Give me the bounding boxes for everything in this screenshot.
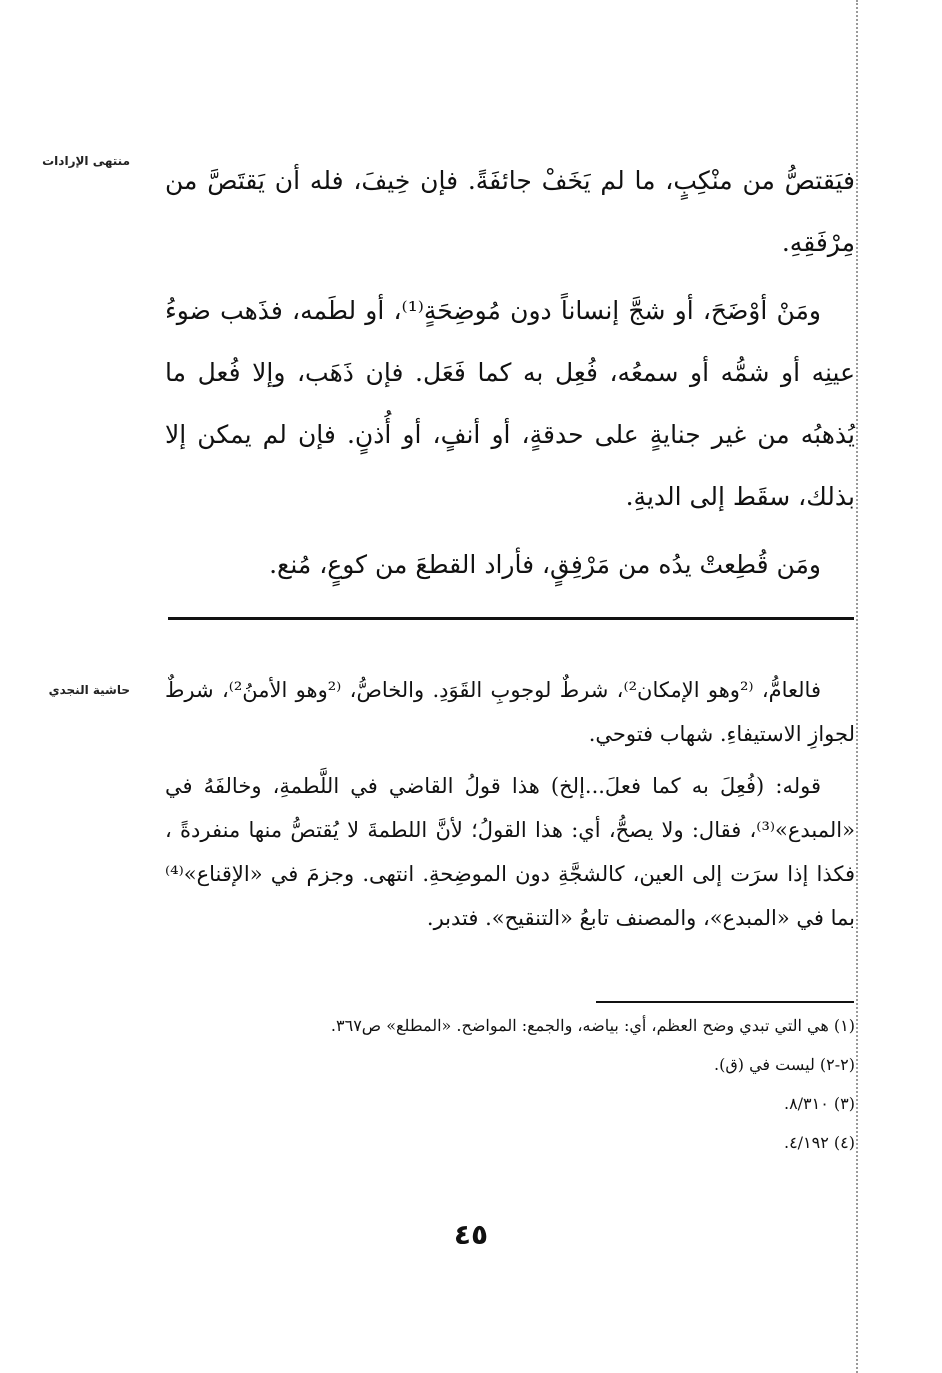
footnote-1: (١) هي التي تبدي وضح العظم، أي: بياضه، والجمع: المواضح. «المطلع» ص٣٦٧. xyxy=(330,1016,855,1035)
binding-edge-line xyxy=(856,0,858,1373)
margin-label-main-text: منتهى الإرادات xyxy=(42,154,130,168)
section-divider xyxy=(168,617,854,620)
footnote-4: (٤) ٤/١٩٢. xyxy=(783,1133,855,1152)
commentary-paragraph-2: قوله: (فُعِلَ به كما فعلَ...إلخ) هذا قولُ القاضي في اللَّطمةِ، وخالفَهُ في «المبدع»⁽³⁾، فقال: ولا يصحُّ، أي: هذا القولُ؛ لأنَّ اللطمةَ لا يُقتصُّ منها منفردةً ، فكذا إذا سرَت إلى العين، كالشجَّةِ دون الموضِحةِ. انتهى. وجزمَ في «الإقناع»⁽⁴⁾ بما في «المبدع»، والمصنف تابعُ «التنقيح». فتدبر. xyxy=(165,774,855,930)
margin-label-commentary: حاشية النجدي xyxy=(48,683,130,697)
main-paragraph-2: ومَنْ أوْضَحَ، أو شجَّ إنساناً دون مُوضِحَةٍ⁽¹⁾، أو لطَمه، فذَهب ضوءُ عينِه أو شمُّه أو سمعُه، فُعِل به كما فَعَل. فإن ذَهَب، وإلا فُعل ما يُذهبُه من غير جنايةٍ على حدقةٍ، أو أنفٍ، أو أُذنٍ. فإن لم يمكن إلا بذلك، سقَط إلى الديةِ. xyxy=(165,296,855,511)
footnote-2: (٢-٢) ليست في (ق). xyxy=(714,1055,855,1074)
footnotes xyxy=(165,1016,855,1172)
main-text xyxy=(165,150,855,596)
commentary-paragraph-1: فالعامُّ، ⁽²وهو الإمكان²⁾، شرطٌ لوجوبِ القَوَدِ. والخاصُّ، ⁽²وهو الأمنُ²⁾، شرطٌ لجوازِ الاستيفاءِ. شهاب فتوحي. xyxy=(165,678,855,746)
page-number: ٤٥ xyxy=(453,1218,489,1251)
main-paragraph-1: فيَقتصُّ من منْكِبٍ، ما لم يَخَفْ جائفَةً. فإن خِيفَ، فله أن يَقتَصَّ من مِرْفَقِهِ. xyxy=(165,166,855,257)
main-paragraph-3: ومَن قُطِعتْ يدُه من مَرْفِقٍ، فأراد القطعَ من كوعٍ، مُنع. xyxy=(269,550,821,579)
commentary-text xyxy=(165,668,855,940)
footnote-3: (٣) ٨/٣١٠. xyxy=(783,1094,855,1113)
footnote-divider xyxy=(596,1001,854,1003)
